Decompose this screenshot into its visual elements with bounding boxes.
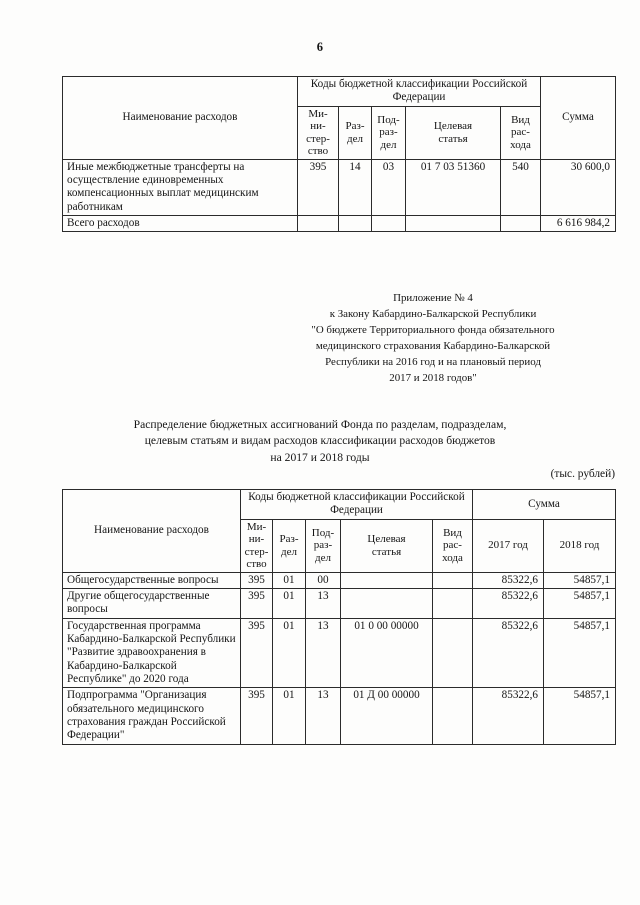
header-ministry: Ми- ни- стер- ство: [241, 519, 273, 572]
cell-sum-2017: 85322,6: [473, 589, 544, 619]
cell-sum-2017: 85322,6: [473, 572, 544, 588]
header-subsection: Под- раз- дел: [306, 519, 341, 572]
cell-ministry: 395: [241, 688, 273, 744]
cell-ministry: [298, 216, 339, 232]
header-section: Раз- дел: [273, 519, 306, 572]
appendix-reference-block: [250, 291, 616, 387]
table-header-row-group: [63, 77, 616, 107]
cell-name: Всего расходов: [63, 216, 298, 232]
cell-expense-kind: [433, 572, 473, 588]
cell-sum-2018: 54857,1: [544, 572, 616, 588]
cell-target-article: [406, 216, 501, 232]
appendix-line: к Закону Кабардино-Балкарской Республики: [329, 307, 537, 320]
table-row: [63, 618, 616, 688]
table-header-row-group: [63, 490, 616, 520]
cell-expense-kind: [433, 618, 473, 688]
header-subsection: Под- раз- дел: [372, 106, 406, 159]
page-number: 6: [316, 40, 324, 54]
cell-sum: 30 600,0: [541, 159, 616, 215]
header-ministry: Ми- ни- стер- ство: [298, 106, 339, 159]
header-sum: Сумма: [541, 77, 616, 160]
cell-target-article: [341, 572, 433, 588]
header-name: Наименование расходов: [63, 77, 298, 160]
cell-target-article: 01 Д 00 00000: [341, 688, 433, 744]
header-target-article: Целевая статья: [341, 519, 433, 572]
cell-expense-kind: [501, 216, 541, 232]
section-title: [70, 417, 570, 466]
title-line: целевым статьям и видам расходов классификации расходов бюджетов: [144, 434, 496, 448]
cell-section: 01: [273, 688, 306, 744]
cell-expense-kind: 540: [501, 159, 541, 215]
header-codes-group: Коды бюджетной классификации Российской Федерации: [241, 490, 473, 520]
cell-subsection: 00: [306, 572, 341, 588]
cell-section: 01: [273, 572, 306, 588]
appendix-line: медицинского страхования Кабардино-Балкарской: [315, 339, 551, 352]
table-row: [63, 589, 616, 619]
cell-ministry: 395: [241, 589, 273, 619]
cell-sum-2017: 85322,6: [473, 618, 544, 688]
cell-subsection: [372, 216, 406, 232]
cell-name: Государственная программа Кабардино-Балкарской Республики "Развитие здравоохранения в Кабардино-Балкарской Республике" до 2020 года: [63, 618, 241, 688]
cell-name: Общегосударственные вопросы: [63, 572, 241, 588]
cell-sum-2017: 85322,6: [473, 688, 544, 744]
appendix-line: Республики на 2016 год и на плановый период: [325, 355, 541, 368]
cell-ministry: 395: [241, 618, 273, 688]
expenses-table-part1: [62, 76, 616, 232]
cell-sum-2018: 54857,1: [544, 589, 616, 619]
title-line: на 2017 и 2018 годы: [270, 450, 370, 464]
cell-section: 01: [273, 589, 306, 619]
header-section: Раз- дел: [339, 106, 372, 159]
cell-expense-kind: [433, 589, 473, 619]
header-expense-kind: Вид рас- хода: [501, 106, 541, 159]
table-row: [63, 688, 616, 744]
cell-section: 14: [339, 159, 372, 215]
cell-name: Другие общегосударственные вопросы: [63, 589, 241, 619]
title-line: Распределение бюджетных ассигнований Фонда по разделам, подразделам,: [133, 418, 507, 431]
appendix-line: Приложение № 4: [393, 292, 473, 304]
header-sum-group: Сумма: [473, 490, 616, 520]
cell-expense-kind: [433, 688, 473, 744]
expenses-table-part2: [62, 489, 616, 745]
header-year-2017: 2017 год: [473, 519, 544, 572]
cell-subsection: 13: [306, 589, 341, 619]
header-expense-kind: Вид рас- хода: [433, 519, 473, 572]
appendix-line: 2017 и 2018 годов": [389, 371, 477, 384]
table-row: [63, 572, 616, 588]
cell-subsection: 03: [372, 159, 406, 215]
cell-sum-2018: 54857,1: [544, 618, 616, 688]
cell-name: Подпрограмма "Организация обязательного медицинского страхования граждан Российской Федерации": [63, 688, 241, 744]
units-label: (тыс. рублей): [550, 468, 615, 480]
cell-ministry: 395: [298, 159, 339, 215]
cell-name: Иные межбюджетные трансферты на осуществление единовременных компенсационных выплат медицинским работникам: [63, 159, 298, 215]
cell-sum: 6 616 984,2: [541, 216, 616, 232]
header-name: Наименование расходов: [63, 490, 241, 573]
header-year-2018: 2018 год: [544, 519, 616, 572]
table-row: [63, 159, 616, 215]
cell-target-article: [341, 589, 433, 619]
header-target-article: Целевая статья: [406, 106, 501, 159]
header-codes-group: Коды бюджетной классификации Российской Федерации: [298, 77, 541, 107]
cell-target-article: 01 0 00 00000: [341, 618, 433, 688]
cell-sum-2018: 54857,1: [544, 688, 616, 744]
table-row-total: [63, 216, 616, 232]
cell-subsection: 13: [306, 618, 341, 688]
cell-section: 01: [273, 618, 306, 688]
cell-target-article: 01 7 03 51360: [406, 159, 501, 215]
cell-subsection: 13: [306, 688, 341, 744]
appendix-line: "О бюджете Территориального фонда обязательного: [311, 323, 555, 336]
cell-section: [339, 216, 372, 232]
cell-ministry: 395: [241, 572, 273, 588]
